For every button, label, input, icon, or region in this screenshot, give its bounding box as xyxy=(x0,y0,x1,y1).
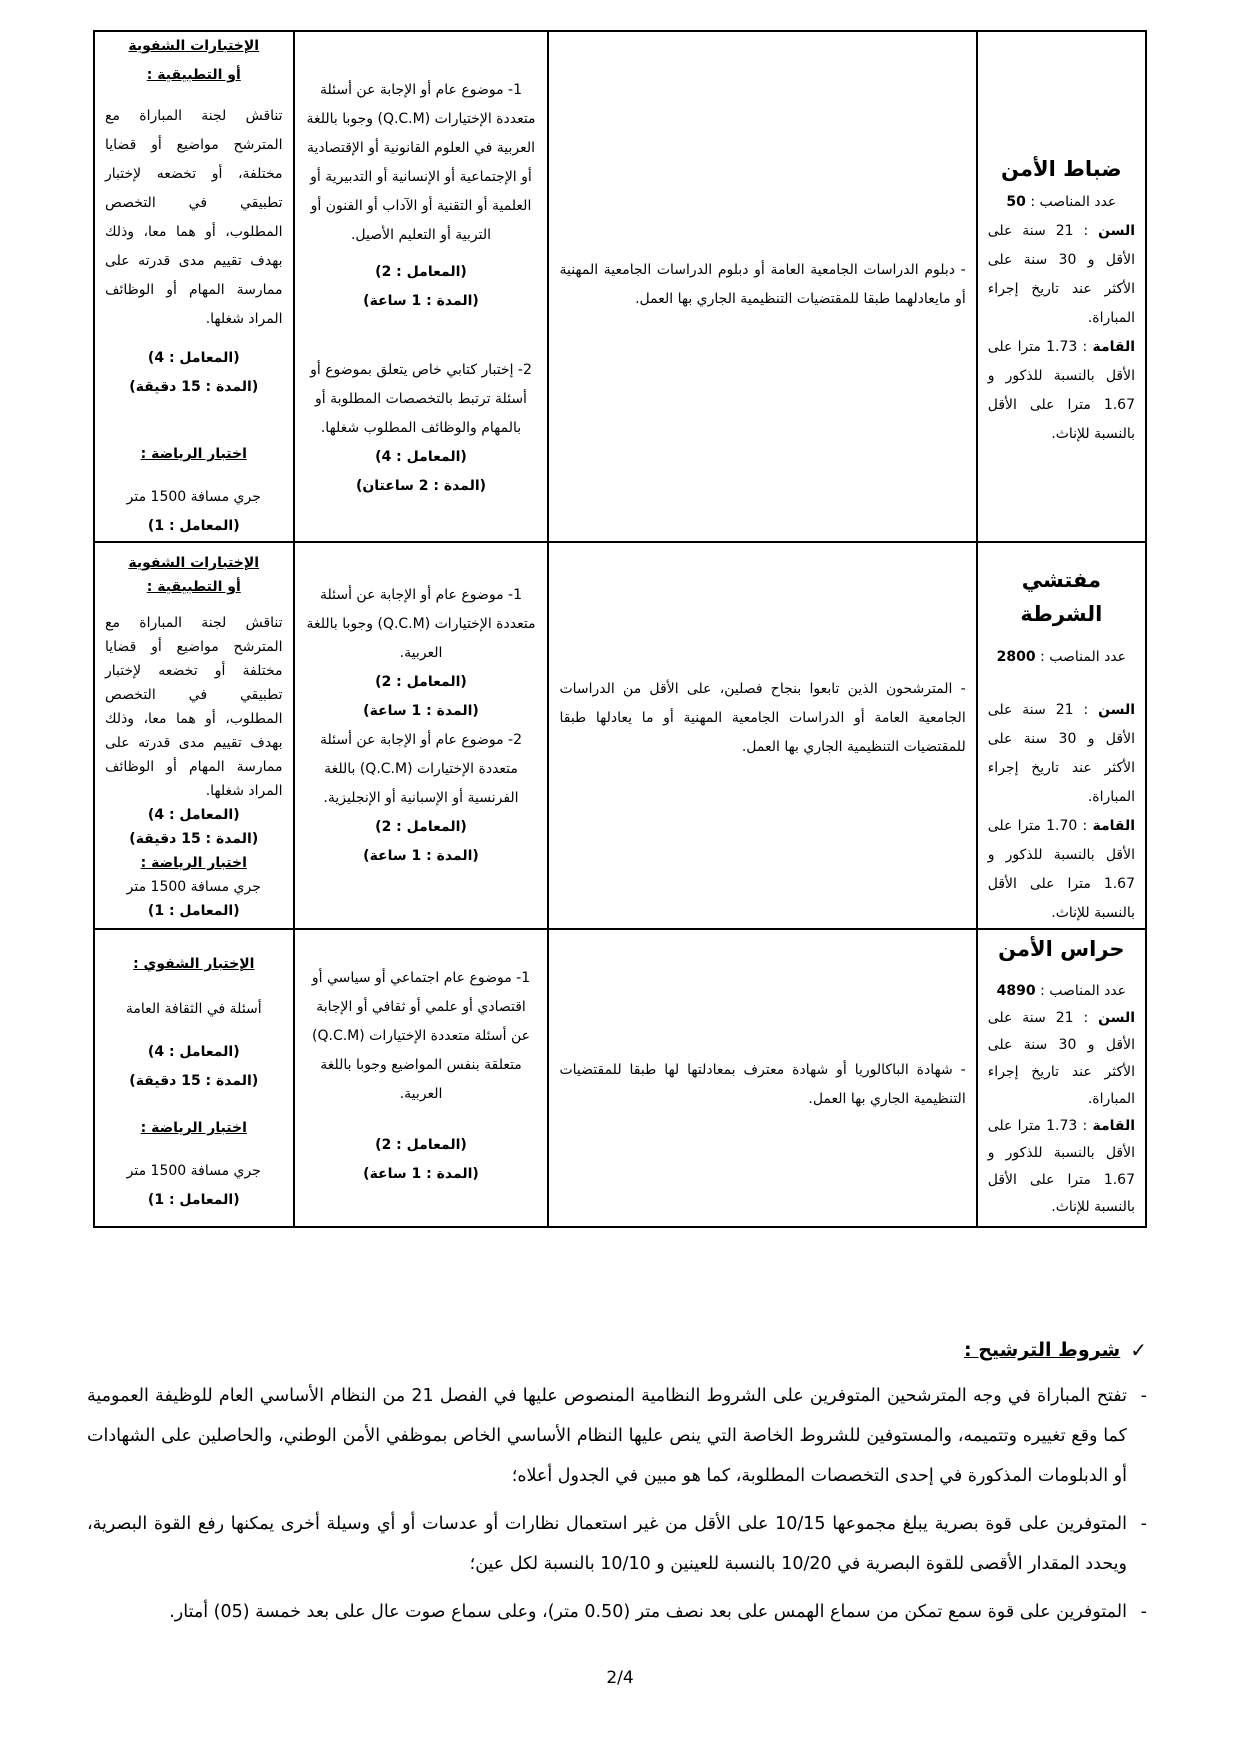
conditions-list xyxy=(87,1376,1147,1640)
height-requirement: القامة : 1.73 مترا على الأقل بالنسبة للذكور و 1.67 مترا على الأقل بالنسبة للإناث. xyxy=(987,1118,1136,1215)
age-requirement: السن : 21 سنة على الأقل و 30 سنة على الأكثر عند تاريخ إجراء المباراة. xyxy=(987,702,1135,805)
written-exams-cell xyxy=(294,542,549,929)
table-row xyxy=(94,542,1146,929)
post-cell xyxy=(977,31,1146,542)
duration: (المدة : 1 ساعة) xyxy=(363,293,479,309)
coefficient: (المعامل : 2) xyxy=(375,674,467,690)
duration: (المدة : 1 ساعة) xyxy=(363,848,479,864)
page-number: 2/4 xyxy=(606,1668,634,1688)
height-requirement: القامة : 1.70 مترا على الأقل بالنسبة للذكور و 1.67 مترا على الأقل بالنسبة للإناث. xyxy=(987,818,1136,921)
oral-exams-cell xyxy=(94,31,294,542)
diploma-text: - المترشحون الذين تابعوا بنجاح فصلين، على الأقل من الدراسات الجامعية العامة أو الدراسات الجامعية المهنية أو ما يعادلها طبقا للمقتضيات التنظيمية الجاري بها العمل. xyxy=(559,681,966,755)
post-cell xyxy=(977,542,1146,929)
height-requirement: القامة : 1.73 مترا على الأقل بالنسبة للذكور و 1.67 مترا على الأقل بالنسبة للإناث. xyxy=(987,339,1136,442)
coefficient: (المعامل : 1) xyxy=(147,518,240,534)
written-exam-text: 2- موضوع عام أو الإجابة عن أسئلة متعددة الإختيارات (Q.C.M) باللغة الفرنسية أو الإسبانية أو الإنجليزية. xyxy=(319,732,522,806)
posts-count: عدد المناصب : 4890 xyxy=(996,983,1127,999)
oral-heading: الإختبار الشفوي : xyxy=(133,956,255,972)
diploma-cell xyxy=(548,542,976,929)
post-cell xyxy=(977,929,1146,1227)
written-exam-text: 2- إختبار كتابي خاص يتعلق بموضوع أو أسئلة ترتبط بالتخصصات المطلوبة أو بالمهام والوظائف المطلوب شغلها. xyxy=(310,362,532,436)
oral-heading-2: أو التطبيقية : xyxy=(146,67,241,83)
sport-heading: اختبار الرياضة : xyxy=(140,855,247,871)
diploma-cell xyxy=(548,31,976,542)
coefficient: (المعامل : 4) xyxy=(147,1044,240,1060)
oral-exams-cell xyxy=(94,929,294,1227)
written-exam-text: 1- موضوع عام أو الإجابة عن أسئلة متعددة الإختيارات (Q.C.M) وجوبا باللغة العربية في العلوم القانونية أو الإقتصادية أو الإجتماعية أو الإنسانية أو التدبيرية أو العلمية أو التقنية أو الآداب أو الفنون أو التربية أو التعليم الأصيل. xyxy=(306,82,536,243)
coefficient: (المعامل : 4) xyxy=(147,807,240,823)
written-exam-text: 1- موضوع عام أو الإجابة عن أسئلة متعددة الإختيارات (Q.C.M) وجوبا باللغة العربية. xyxy=(306,587,536,661)
oral-heading-2: أو التطبيقية : xyxy=(146,579,241,595)
sport-text: جري مسافة 1500 متر xyxy=(126,879,261,895)
sport-heading: اختبار الرياضة : xyxy=(140,1120,247,1136)
table-row xyxy=(94,31,1146,542)
coefficient: (المعامل : 4) xyxy=(147,350,240,366)
post-title: ضباط الأمن xyxy=(1001,157,1122,181)
post-title: حراس الأمن xyxy=(998,937,1125,961)
sport-text: جري مسافة 1500 متر xyxy=(126,489,261,505)
list-item: - تفتح المباراة في وجه المترشحين المتوفرين على الشروط النظامية المنصوص عليها في الفصل 21 من النظام الأساسي العام للوظيفة العمومية كما وقع تغييره وتتميمه، والمستوفين للشروط الخاصة التي ينص عليها النظام الأساسي الخاص بموظفي الأمن الوطني، والحاصلين على الشهادات أو الدبلومات المذكورة في إحدى التخصصات المطلوبة، كما هو مبين في الجدول أعلاه؛ xyxy=(87,1386,1147,1486)
sport-heading: اختبار الرياضة : xyxy=(140,446,247,462)
posts-count: عدد المناصب : 2800 xyxy=(996,649,1127,665)
duration: (المدة : 2 ساعتان) xyxy=(355,478,487,494)
duration: (المدة : 1 ساعة) xyxy=(363,1166,479,1182)
posts-count: عدد المناصب : 50 xyxy=(1006,194,1117,210)
coefficient: (المعامل : 1) xyxy=(147,1192,240,1208)
coefficient: (المعامل : 2) xyxy=(375,264,467,280)
checkmark-icon: ✓ xyxy=(1130,1338,1147,1362)
list-item: - المتوفرين على قوة سمع تمكن من سماع الهمس على بعد نصف متر (0.50 متر)، وعلى سماع صوت عال على بعد خمسة (05) أمتار. xyxy=(169,1602,1147,1622)
diploma-cell xyxy=(548,929,976,1227)
coefficient: (المعامل : 2) xyxy=(375,1137,467,1153)
coefficient: (المعامل : 1) xyxy=(147,903,240,919)
oral-description: أسئلة في الثقافة العامة xyxy=(125,1001,262,1017)
oral-heading: الإختبارات الشفوية xyxy=(128,38,260,54)
coefficient: (المعامل : 2) xyxy=(375,819,467,835)
written-exams-cell xyxy=(294,31,549,542)
oral-heading: الإختبارات الشفوية xyxy=(128,555,260,571)
oral-description: تناقش لجنة المباراة مع المترشح مواضيع أو قضايا مختلفة أو تخضعه لإختبار تطبيقي في التخصص المطلوب، أو هما معا، وذلك بهدف تقييم مدى قدرته على ممارسة المهام أو الوظائف المراد شغلها. xyxy=(105,615,283,799)
written-exam-text: 1- موضوع عام اجتماعي أو سياسي أو اقتصادي أو علمي أو ثقافي أو الإجابة عن أسئلة متعددة الإختيارات (Q.C.M) متعلقة بنفس المواضيع وجوبا باللغة العربية. xyxy=(311,970,531,1102)
diploma-text: - شهادة الباكالوريا أو شهادة معترف بمعادلتها لها طبقا للمقتضيات التنظيمية الجاري بها العمل. xyxy=(559,1062,966,1107)
duration: (المدة : 15 دقيقة) xyxy=(129,379,259,395)
oral-exams-cell xyxy=(94,542,294,929)
coefficient: (المعامل : 4) xyxy=(375,449,467,465)
duration: (المدة : 15 دقيقة) xyxy=(129,1073,259,1089)
table-row xyxy=(94,929,1146,1227)
duration: (المدة : 15 دقيقة) xyxy=(129,831,259,847)
post-title: مفتشي الشرطة xyxy=(1020,568,1103,626)
age-requirement: السن : 21 سنة على الأقل و 30 سنة على الأكثر عند تاريخ إجراء المباراة. xyxy=(987,1010,1135,1107)
conditions-heading: ✓ شروط الترشيح : xyxy=(964,1338,1147,1362)
sport-text: جري مسافة 1500 متر xyxy=(126,1163,261,1179)
diploma-text: - دبلوم الدراسات الجامعية العامة أو دبلوم الدراسات الجامعية المهنية أو مايعادلهما طبقا للمقتضيات التنظيمية الجاري بها العمل. xyxy=(559,262,966,307)
oral-description: تناقش لجنة المباراة مع المترشح مواضيع أو قضايا مختلفة، أو تخضعه لإختبار تطبيقي في التخصص المطلوب، أو هما معا، وذلك بهدف تقييم مدى قدرته على ممارسة المهام أو الوظائف المراد شغلها. xyxy=(105,108,283,327)
recruitment-table xyxy=(93,30,1147,1228)
duration: (المدة : 1 ساعة) xyxy=(363,703,479,719)
list-item: - المتوفرين على قوة بصرية يبلغ مجموعها 10/15 على الأقل من غير استعمال نظارات أو عدسات أو أي وسيلة أخرى يمكنها رفع القوة البصرية، ويحدد المقدار الأقصى للقوة البصرية في 10/20 بالنسبة للعينين و 10/10 بالنسبة لكل عين؛ xyxy=(87,1514,1147,1574)
age-requirement: السن : 21 سنة على الأقل و 30 سنة على الأكثر عند تاريخ إجراء المباراة. xyxy=(987,223,1135,326)
written-exams-cell xyxy=(294,929,549,1227)
